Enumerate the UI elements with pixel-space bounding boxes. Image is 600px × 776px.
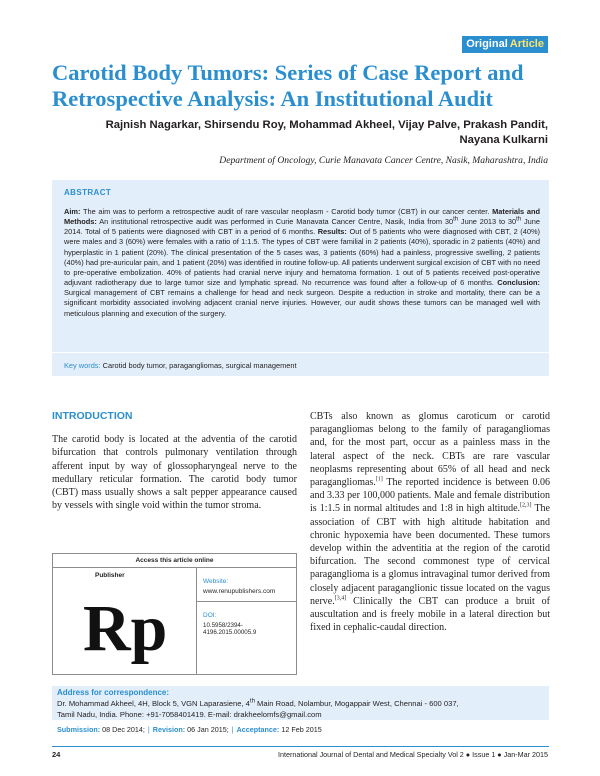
doi-link[interactable]: 10.5958/2394-4196.2015.00005.9 [203, 622, 257, 636]
acceptance-label: Acceptance: [236, 725, 280, 734]
abstract-heading: ABSTRACT [64, 188, 112, 197]
website-label: Website: [203, 578, 229, 585]
affiliation: Department of Oncology, Curie Manavata Cancer Centre, Nasik, Maharashtra, India [219, 155, 548, 166]
access-divider [197, 601, 296, 602]
address-part-a: Dr. Mohammad Akheel, 4H, Block 5, VGN Laparasiene, 4 [57, 699, 250, 708]
address-part-b: Main Road, Nolambur, Mogappair West, Chennai - 600 037, [254, 699, 459, 708]
correspondence-line-1 [57, 699, 545, 710]
authors-line-2: Nayana Kulkarni [459, 134, 548, 146]
badge-original: Original [462, 36, 509, 53]
submission-date: 08 Dec 2014; [100, 725, 145, 734]
footer-rule [52, 746, 549, 747]
authors [68, 118, 548, 148]
intro-right-d: Clinically the CBT can produce a bruit of auscultation and is freely mobile in a lateral direction but fixed in cephalic-caudal direction. [310, 595, 550, 634]
intro-left-paragraph: The carotid body is located at the adventia of the carotid bifurcation that controls pulmonary ventilation through afferent input by way of glossopharyngeal nerve to the medullary reticular formation. The carotid body tumor (CBT) mass usually shows a salt pepper appearance caused by vessels with single void within the tumor stroma. [52, 434, 297, 512]
keywords [64, 361, 297, 370]
aim-label: Aim: [64, 207, 81, 216]
article-title: Carotid Body Tumors: Series of Case Report and Retrospective Analysis: An Institutional Audit [52, 60, 524, 111]
intro-right-c: The association of CBT with high altitude habitation and chronic hypoxemia have been documented. These tumors develop within the adventitia at the region of the carotid bifurcation. The second commonest type of cervical paraganglioma is a glomus intravaginal tumor derived from closely adjacent paraganglionic tissue located on the vagus nerve. [310, 503, 550, 607]
results-label: Results: [317, 227, 347, 237]
ref-1[interactable]: [1] [375, 476, 383, 483]
introduction-heading: INTRODUCTION [52, 410, 133, 422]
methods-label: Materials and Methods: [64, 207, 540, 227]
ref-2[interactable]: [2,3] [520, 503, 532, 510]
page-number: 24 [52, 750, 61, 759]
keywords-label: Key words: [64, 361, 101, 370]
results-text: Out of 5 patients who were diagnosed with CBT, 2 (40%) were males and 3 (60%) were females with a ratio of 1:1.5. The types of CBT were familial in 2 patients (40%), sporadic in 2 patients (40%) and hyperplastic in 1 patient (20%). The clinical presentation of the 5 cases was, 3 patients (60%) had a painless, progressive swelling, 2 patients (40%) had pre-auricular pain, and 1 patient (20%) was identified in routine follow-up. All patients underwent surgical excision of CBT with no need to pre-operative embolization. 40% of patients had cranial nerve injury and hematoma formation. 1 out of 5 patients received post-operative adjuvant radiotherapy due to large tumor size and lymphatic spread. No recurrence was found after a follow-up of 6 months. [64, 227, 541, 288]
aim-text: The aim was to perform a retrospective audit of rare vascular neoplasm - Carotid body tumor (CBT) in our cancer center. [80, 207, 493, 216]
correspondence-address [57, 699, 545, 720]
revision-date: 06 Jan 2015; [185, 725, 229, 734]
correspondence-heading: Address for correspondence: [57, 688, 170, 697]
abstract-body [64, 207, 540, 319]
methods-text-c: June 2014. Total of 5 patients were diagnosed with CBT in a period of 6 months. [64, 217, 540, 237]
abstract-box [52, 180, 549, 376]
revision-label: Revision: [152, 725, 186, 734]
publisher-cell [53, 568, 197, 674]
methods-text-b: June 2013 to 30 [458, 217, 517, 227]
intro-right-paragraph [310, 410, 550, 634]
intro-right-b: The reported incidence is between 0.06 and 3.33 per 100,000 patients. Male and female distribution is 1:1.5 in normal altitudes and 1:8 in high altitude. [310, 477, 550, 515]
correspondence-line-2: Tamil Nadu, India. Phone: +91-7058401419. E-mail: drakheelomfs@gmail.com [57, 709, 322, 719]
abstract-divider [52, 352, 549, 353]
article-type-badge [462, 36, 548, 53]
website-link[interactable]: www.renupublishers.com [203, 588, 276, 595]
conclusion-label: Conclusion: [497, 278, 540, 288]
submission-label: Submission: [57, 725, 101, 734]
publisher-label: Publisher [95, 572, 125, 579]
access-info-cell [197, 568, 296, 674]
publisher-logo [81, 584, 171, 664]
date-separator: | [231, 725, 234, 734]
acceptance-date: 12 Feb 2015 [279, 725, 322, 734]
intro-right-a: CBTs also known as glomus caroticum or carotid paragangliomas belong to the family of paragangliomas and, for the most part, occur as a painless mass in the lateral aspect of the neck. CBTs are rare vascular neoplasms representing about 65% of all head and neck paragangliomas. [310, 411, 550, 489]
access-online-box [52, 553, 297, 675]
conclusion-text: Surgical management of CBT remains a challenge for head and neck surgeon. Despite a reduction in stroke and mortality, there can be a significant morbidity associated involving adjacent cranial nerve injuries. However, our audit shows these tumors can be managed well with meticulous planning and execution of the surgery. [64, 288, 540, 318]
journal-citation: International Journal of Dental and Medical Specialty Vol 2 ● Issue 1 ● Jan-Mar 2015 [278, 750, 548, 759]
sup-th-2: th [516, 216, 522, 223]
address-sup: th [249, 698, 255, 705]
ref-3[interactable]: [3,4] [334, 595, 347, 602]
sup-th-1: th [453, 216, 459, 223]
doi-label: DOI: [203, 612, 217, 619]
date-separator: | [147, 725, 150, 734]
access-title: Access this article online [53, 554, 296, 568]
publisher-logo-text: Rp [83, 592, 168, 664]
authors-line-1: Rajnish Nagarkar, Shirsendu Roy, Mohammad Akheel, Vijay Palve, Prakash Pandit, [105, 119, 548, 131]
badge-article: Article [509, 36, 548, 53]
keywords-text: Carotid body tumor, paragangliomas, surgical management [100, 361, 297, 370]
article-dates [57, 725, 322, 734]
methods-text-a: An institutional retrospective audit was performed in Curie Manavata Cancer Centre, Nasik, India from 30 [96, 217, 454, 227]
